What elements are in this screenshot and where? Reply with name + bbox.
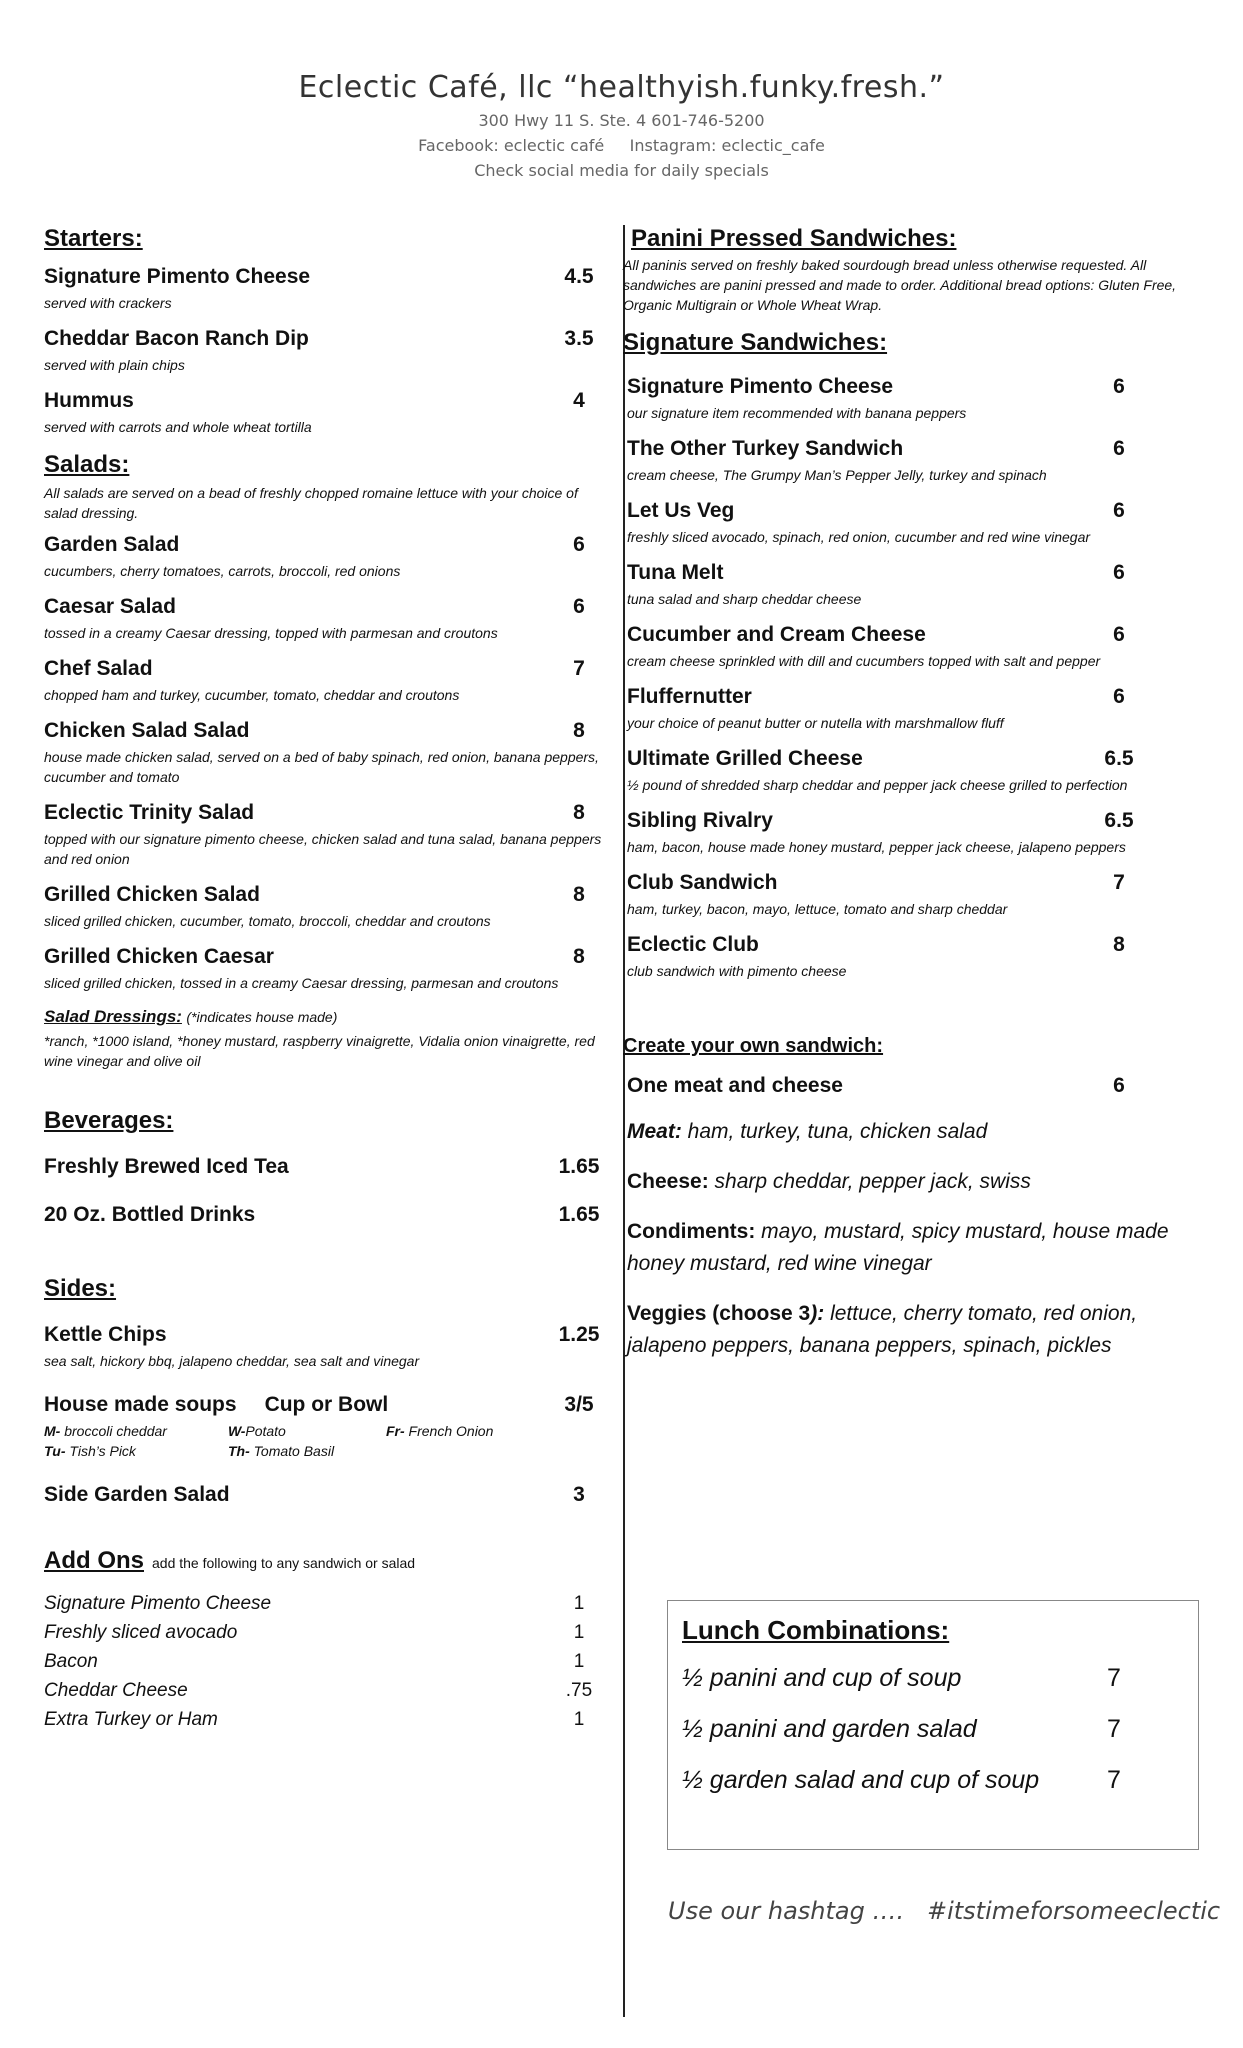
item-price: 8 [1113,933,1125,956]
item-price: 6 [1113,623,1125,646]
addon-item [44,1676,609,1705]
item-name: Ultimate Grilled Cheese [627,747,863,770]
item-price: 1.65 [558,1203,600,1226]
item-price: 6 [1113,499,1125,522]
beverage-item [44,1155,609,1179]
item-price: 6 [1113,1074,1125,1097]
lunch-item [682,1766,1184,1795]
addon-item [44,1618,609,1647]
condiments-list: mayo, mustard, spicy mustard, house made honey mustard, red wine vinegar [627,1220,1169,1275]
item-price: 8 [573,719,585,742]
item-desc: tuna salad and sharp cheddar cheese [627,591,862,607]
day-label: Tu- [44,1443,66,1459]
menu-item [44,883,609,931]
menu-item [44,327,609,375]
menu-item [44,533,609,581]
item-name: Let Us Veg [627,499,735,522]
item-name: Grilled Chicken Salad [44,883,260,906]
meat-list: ham, turkey, tuna, chicken salad [681,1120,988,1143]
soups-item [44,1393,609,1461]
item-name [44,1393,388,1417]
item-desc: sliced grilled chicken, tossed in a creamy Caesar dressing, parmesan and croutons [44,975,559,991]
item-desc: freshly sliced avocado, spinach, red onion, cucumber and red wine vinegar [627,529,1091,545]
menu-item [627,561,1183,609]
menu-item [44,389,609,437]
item-price: 7 [1107,1715,1121,1743]
item-desc: topped with our signature pimento cheese, chicken salad and tuna salad, banana peppers and red onion [44,831,602,867]
item-name: Signature Pimento Cheese [44,265,311,288]
salads-list [44,533,609,993]
addons-list [44,1589,609,1734]
item-price: 1.65 [558,1155,600,1178]
signature-title: Signature Sandwiches: [623,329,888,356]
item-price: 7 [1107,1766,1121,1794]
signature-list [623,375,1183,981]
item-price: 6 [573,533,585,556]
soup-day [386,1421,586,1441]
item-price: 7 [1113,871,1125,894]
menu-item [627,623,1183,671]
day-label: M- [44,1423,61,1439]
item-name: Caesar Salad [44,595,176,618]
create-base [623,1074,1183,1098]
item-desc: served with plain chips [44,357,185,373]
item-name: Hummus [44,389,134,412]
item-price: 1 [573,1593,585,1614]
item-price: 3/5 [564,1393,594,1416]
item-name: Signature Pimento Cheese [44,1593,272,1614]
item-price: 6 [1113,375,1125,398]
item-name: ½ panini and garden salad [682,1715,977,1743]
item-name: Signature Pimento Cheese [627,375,894,398]
salads-note: All salads are served on a bead of freshly chopped romaine lettuce with your choice of salad dressing. [44,485,578,521]
lunch-combinations-box [667,1600,1199,1850]
dressings-note: (*indicates house made) [186,1009,338,1025]
soup-day [44,1421,228,1441]
item-name: Grilled Chicken Caesar [44,945,274,968]
menu-item [627,499,1183,547]
cafe-title: Eclectic Café, llc “healthyish.funky.fresh.” [298,70,945,105]
soup-name: broccoli cheddar [60,1423,167,1439]
item-desc: club sandwich with pimento cheese [627,963,847,979]
item-name: Freshly sliced avocado [44,1622,238,1643]
item-name: Eclectic Club [627,933,759,956]
item-price: 8 [573,801,585,824]
day-label: Fr- [386,1423,405,1439]
item-price: 6 [1113,685,1125,708]
item-desc: cucumbers, cherry tomatoes, carrots, broccoli, red onions [44,563,401,579]
panini-title: Panini Pressed Sandwiches: [631,225,957,252]
starters-title: Starters: [44,225,143,252]
item-price: 1 [573,1622,585,1643]
menu-item [44,1483,609,1507]
addon-item [44,1589,609,1618]
veggies-label-end: ): [810,1302,825,1325]
item-price: 6 [1113,437,1125,460]
cheese-options [623,1166,1183,1198]
addons-title: Add Ons [44,1547,144,1574]
create-title: Create your own sandwich: [623,1035,884,1057]
menu-item [627,375,1183,423]
day-label: W- [228,1423,246,1439]
item-name: Chicken Salad Salad [44,719,250,742]
item-price: 4.5 [564,265,594,288]
menu-item [627,933,1183,981]
menu-item [627,747,1183,795]
item-name: ½ panini and cup of soup [682,1664,962,1692]
salads-title: Salads: [44,451,130,478]
item-name: Cheddar Cheese [44,1680,188,1701]
item-name: Sibling Rivalry [627,809,773,832]
dressings-title: Salad Dressings: [44,1007,182,1026]
item-name: Extra Turkey or Ham [44,1709,218,1730]
item-desc: ham, bacon, house made honey mustard, pepper jack cheese, jalapeno peppers [627,839,1126,855]
item-name: Chef Salad [44,657,153,680]
soups-name: House made soups [44,1393,237,1416]
soups-size: Cup or Bowl [264,1393,389,1416]
addons-header [44,1547,609,1575]
item-price: 7 [573,657,585,680]
item-price: 1 [573,1651,585,1672]
soup-name: Tomato Basil [249,1443,335,1459]
day-label: Th- [228,1443,250,1459]
soup-day [228,1441,386,1461]
menu-item [44,945,609,993]
item-name: Fluffernutter [627,685,752,708]
beverage-item [44,1203,609,1227]
item-price: 6 [1113,561,1125,584]
menu-item [627,685,1183,733]
item-price: .75 [565,1680,593,1701]
veggies-label: Veggies (choose 3 [627,1302,811,1325]
item-price: 8 [573,945,585,968]
dressings-list: *ranch, *1000 island, *honey mustard, raspberry vinaigrette, Vidalia onion vinaigrette, red wine vinegar and olive oil [44,1033,595,1069]
hashtag-line: Use our hashtag …. #itstimeforsomeeclectic [668,1897,1221,1925]
item-price: 1.25 [558,1323,600,1346]
item-price: 7 [1107,1664,1121,1692]
item-desc: cream cheese, The Grumpy Man’s Pepper Jelly, turkey and spinach [627,467,1047,483]
item-name: Club Sandwich [627,871,778,894]
item-desc: sea salt, hickory bbq, jalapeno cheddar, sea salt and vinegar [44,1353,420,1369]
create-own-section [623,1035,1183,1362]
left-column [44,225,609,1734]
item-desc: tossed in a creamy Caesar dressing, topped with parmesan and croutons [44,625,498,641]
menu-header [0,70,1243,180]
cafe-address: 300 Hwy 11 S. Ste. 4 601-746-5200 [478,111,765,130]
menu-item [627,871,1183,919]
item-name: Freshly Brewed Iced Tea [44,1155,289,1178]
item-desc: ham, turkey, bacon, mayo, lettuce, tomato and sharp cheddar [627,901,1008,917]
starters-list [44,265,609,437]
item-price: 3 [573,1483,585,1506]
item-name: Cucumber and Cream Cheese [627,623,926,646]
item-desc: your choice of peanut butter or nutella with marshmallow fluff [627,715,1004,731]
item-name: 20 Oz. Bottled Drinks [44,1203,256,1226]
soup-day [44,1441,228,1461]
condiments-label: Condiments: [627,1220,756,1243]
right-column [623,225,1183,1380]
lunch-item [682,1664,1184,1693]
soup-schedule [44,1421,609,1461]
menu-item [44,595,609,643]
item-desc: our signature item recommended with banana peppers [627,405,967,421]
soup-name: French Onion [404,1423,494,1439]
menu-item [627,437,1183,485]
addon-item [44,1647,609,1676]
soup-day [228,1421,386,1441]
cheese-label: Cheese: [627,1170,709,1193]
sides-title: Sides: [44,1275,117,1302]
menu-item [44,1323,609,1371]
meat-label: Meat: [627,1120,682,1143]
veggies-list: lettuce, cherry tomato, red onion, jalapeno peppers, banana peppers, spinach, pickles [627,1302,1138,1357]
item-name: The Other Turkey Sandwich [627,437,904,460]
item-name: Eclectic Trinity Salad [44,801,255,824]
addon-item [44,1705,609,1734]
item-price: 8 [573,883,585,906]
item-price: 6.5 [1104,747,1134,770]
cafe-social: Facebook: eclectic café Instagram: eclectic_cafe [418,136,825,155]
item-desc: sliced grilled chicken, cucumber, tomato, broccoli, cheddar and croutons [44,913,491,929]
item-name: Side Garden Salad [44,1483,230,1506]
item-price: 1 [573,1709,585,1730]
item-name: Cheddar Bacon Ranch Dip [44,327,309,350]
panini-note: All paninis served on freshly baked sourdough bread unless otherwise requested. All sandwiches are panini pressed and made to order. Additional bread options: Gluten Free, Organic Multigrain or Whole Wheat Wrap. [623,257,1177,313]
addons-note: add the following to any sandwich or salad [152,1555,416,1571]
menu-item [44,719,609,787]
cheese-list: sharp cheddar, pepper jack, swiss [708,1170,1031,1193]
veggie-options [623,1298,1183,1362]
item-name: Bacon [44,1651,98,1672]
meat-options [623,1116,1183,1148]
item-price: 4 [573,389,585,412]
item-name: Kettle Chips [44,1323,167,1346]
item-desc: served with carrots and whole wheat tortilla [44,419,312,435]
item-price: 6 [573,595,585,618]
menu-item [44,265,609,313]
condiment-options [623,1216,1183,1280]
item-desc: house made chicken salad, served on a bed of baby spinach, red onion, banana peppers, cucumber and tomato [44,749,599,785]
menu-item [44,801,609,869]
item-desc: served with crackers [44,295,172,311]
item-name: Garden Salad [44,533,180,556]
menu-item [44,657,609,705]
item-name: ½ garden salad and cup of soup [682,1766,1040,1794]
soup-name: Tish’s Pick [65,1443,136,1459]
menu-item [627,809,1183,857]
salad-dressings [44,1007,609,1071]
item-desc: ½ pound of shredded sharp cheddar and pepper jack cheese grilled to perfection [627,777,1128,793]
lunch-title: Lunch Combinations: [682,1615,950,1645]
item-desc: chopped ham and turkey, cucumber, tomato, cheddar and croutons [44,687,460,703]
item-price: 3.5 [564,327,594,350]
item-name: One meat and cheese [627,1074,843,1097]
beverages-title: Beverages: [44,1107,174,1134]
soup-name: Potato [245,1423,286,1439]
item-name: Tuna Melt [627,561,724,584]
cafe-specials: Check social media for daily specials [474,161,769,180]
lunch-item [682,1715,1184,1744]
item-price: 6.5 [1104,809,1134,832]
item-desc: cream cheese sprinkled with dill and cucumbers topped with salt and pepper [627,653,1101,669]
